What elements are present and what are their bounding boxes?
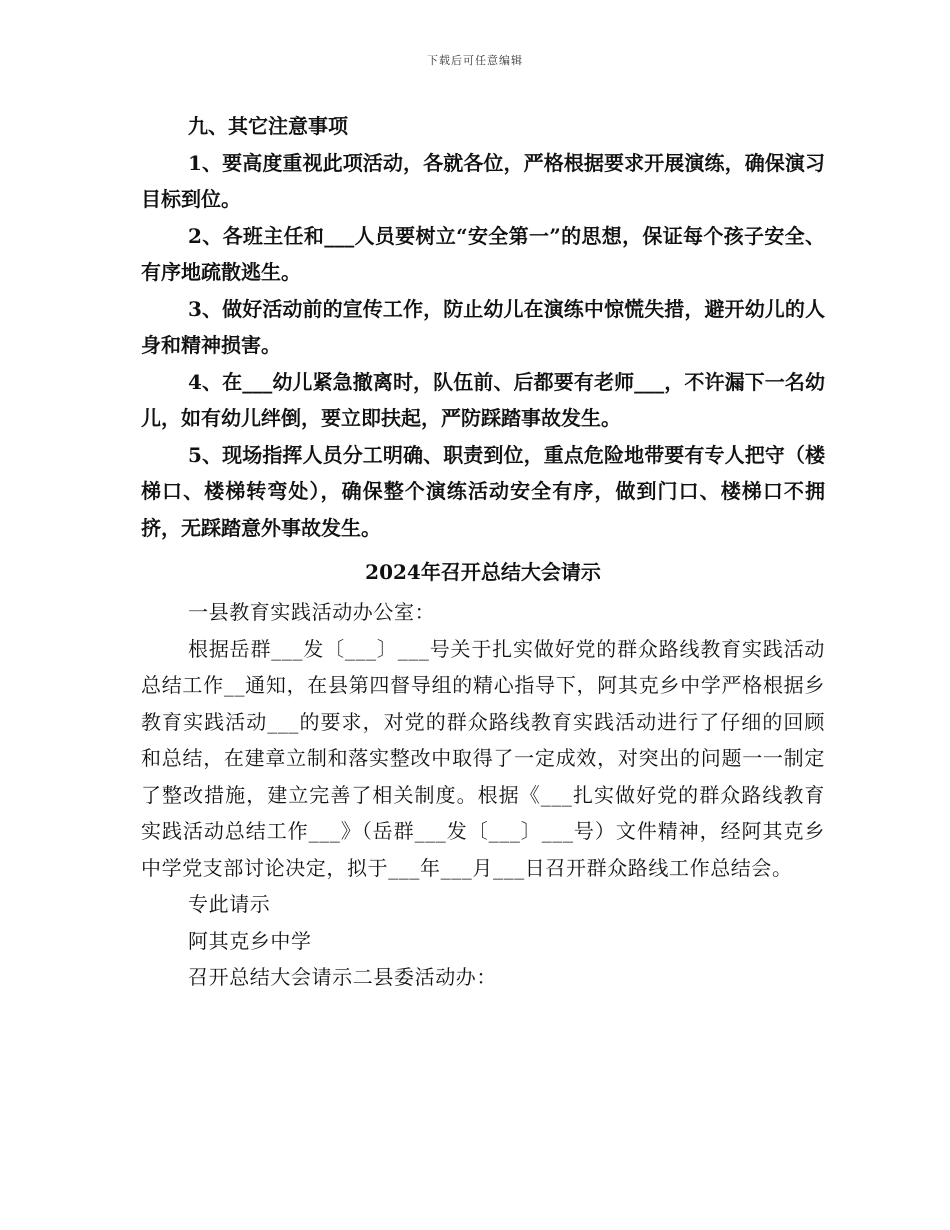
list-item: 2、各班主任和___人员要树立“安全第一”的思想，保证每个孩子安全、有序地疏散逃生。	[141, 223, 825, 284]
list-item: 4、在___幼儿紧急撤离时，队伍前、后都要有老师___，不许漏下一名幼儿，如有幼儿绊倒，要立即扶起，严防踩踏事故发生。	[141, 369, 825, 430]
closing: 专此请示	[188, 892, 271, 916]
next-section-heading: 召开总结大会请示二县委活动办：	[188, 965, 497, 989]
list-item: 1、要高度重视此项活动，各就各位，严格根据要求开展演练，确保演习目标到位。	[141, 150, 825, 211]
list-item: 5、现场指挥人员分工明确、职责到位，重点危险地带要有专人把守（楼梯口、楼梯转弯处），确保整个演练活动安全有序，做到门口、楼梯口不拥挤，无踩踏意外事故发生。	[141, 442, 825, 540]
list-item: 3、做好活动前的宣传工作，防止幼儿在演练中惊慌失措，避开幼儿的人身和精神损害。	[141, 296, 825, 357]
page-header: 下载后可任意编辑	[427, 54, 523, 67]
body-paragraph: 根据岳群___发〔___〕___号关于扎实做好党的群众路线教育实践活动总结工作__通知，在县第四督导组的精心指导下，阿其克乡中学严格根据乡教育实践活动___的要求，对党的群众路线教育实践活动进行了仔细的回顾和总结，在建章立制和落实整改中取得了一定成效，对突出的问题一一制定了整改措施，建立完善了相关制度。根据《___扎实做好党的群众路线教育实践活动总结工作___》（岳群___发〔___〕___号）文件精神，经阿其克乡中学党支部讨论决定，拟于___年___月___日召开群众路线工作总结会。	[141, 636, 825, 880]
document-title: 2024年召开总结大会请示	[365, 560, 601, 584]
signature: 阿其克乡中学	[188, 928, 312, 953]
salutation: 一县教育实践活动办公室：	[188, 600, 436, 624]
document-body	[141, 108, 825, 996]
section-heading: 九、其它注意事项	[188, 114, 348, 138]
